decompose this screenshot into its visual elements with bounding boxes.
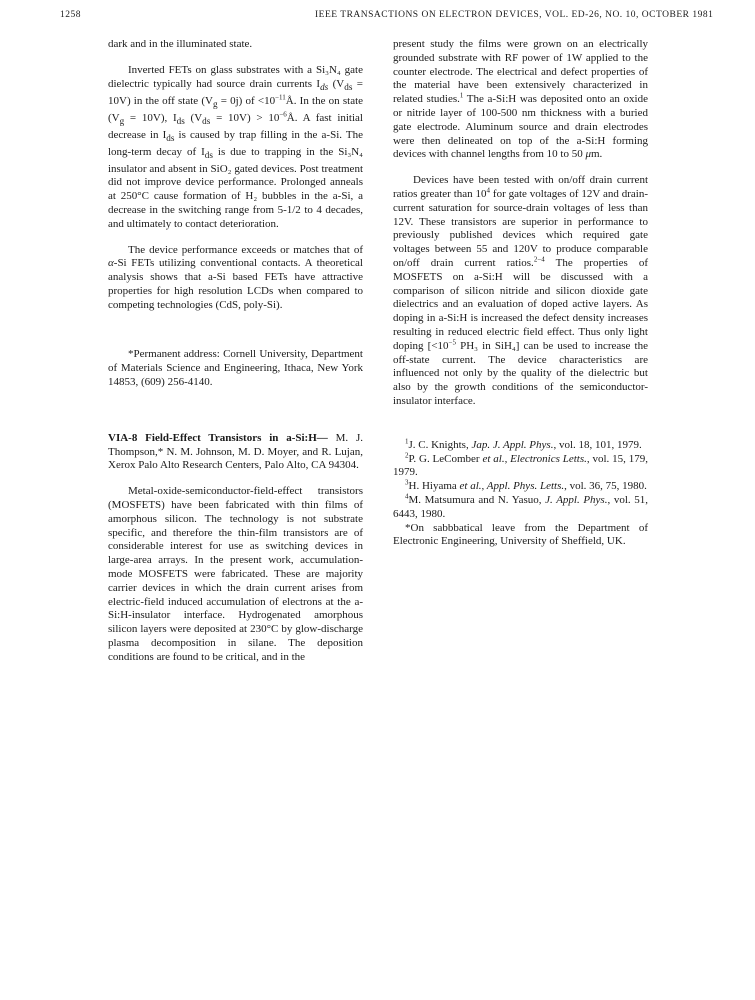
running-title: IEEE TRANSACTIONS ON ELECTRON DEVICES, VOL. ED-26, NO. 10, OCTOBER 1981 xyxy=(315,10,714,20)
footnote-3: $^3$H. Hiyama et al., Appl. Phys. Letts., vol. 36, 75, 1980. xyxy=(405,478,647,493)
paragraph-devices-tested: Devices have been tested with on/off drain current ratios greater than $10^4$ for gate voltages of 12V and drain-current saturation for source-drain voltages of less than 12V. These transistors are superior in performance to previously published devices which required gate voltages between 55 and 120V to produce comparable on/off drain current ratios.$^{2-4}$ The properties of MOSFETS on a-Si:H will be discussed with a comparison of silicon nitride and silicon dioxide gate dielectrics and an evaluation of doped active layers. As doping in a-Si:H is increased the defect density increases resulting in reduced electric field effect. Thus only light doping [$<10^{-5}$ PH₃ in SiH₄] can be used to increase the off-state current. The device characteristics are influenced not only by the quality of the dielectric but also by the growth conditions of the semiconductor-insulator interface. xyxy=(393,174,648,407)
footnote-2: $^2$P. G. LeComber et al., Electronics Letts., vol. 15, 179, 1979. xyxy=(393,450,649,479)
paragraph-mosfets: Metal-oxide-semiconductor-field-effect transistors (MOSFETS) have been fabricated with thin films of amorphous silicon. The technology is not substrate specific, and therefore the thin-film transistors are of considerable interest for use as switching devices in large-area arrays. In the present work, accumulation-mode MOSFETS were fabricated. These are majority carrier devices in which the drain current arises from electric-field induced accumulation of electrons at the a-Si:H-insulator interface. Hydrogenated amorphous silicon layers were deposited at 230°C by glow-discharge plasma decomposition in silane. The deposition conditions are found to be critical, and in the xyxy=(108,485,363,663)
left-column xyxy=(108,38,363,665)
paragraph-present-study: present study the films were grown on an electrically grounded substrate with RF power of 1W applied to the counter electrode. The electrical and defect properties of the material have been extensively characterized in related studies.$^1$ The a-Si:H was deposited onto an oxide or nitride layer of 100-500 nm thickness with a buried gate electrode. Aluminum source and drain electrodes were then delineated on top of the a-Si:H forming devices with channel lengths from 10 to 50 μm. xyxy=(393,38,648,161)
footnote-4: $^4$M. Matsumura and N. Yasuo, J. Appl. Phys., vol. 51, 6443, 1980. xyxy=(393,492,649,520)
footnote-sabbatical: *On sabbbatical leave from the Department of Electronic Engineering, University of Sheffield, UK. xyxy=(393,521,648,548)
footnotes xyxy=(393,439,648,549)
affiliation-note: *Permanent address: Cornell University, Department of Materials Science and Engineering, Ithaca, New York 14853, (609) 256-4140. xyxy=(108,348,363,389)
page-number: 1258 xyxy=(60,10,81,20)
paper-title: VIA-8 Field-Effect Transistors in a-Si:H— xyxy=(108,431,328,444)
paper-heading xyxy=(108,432,363,473)
running-header xyxy=(0,10,755,26)
right-column xyxy=(393,38,648,549)
footnote-1: $^1$J. C. Knights, Jap. J. Appl. Phys., vol. 18, 101, 1979. xyxy=(405,437,642,451)
paragraph-device-performance: The device performance exceeds or matches that of α-Si FETs utilizing conventional contacts. A theoretical analysis shows that a-Si based FETs have attractive properties for high resolution LCDs when compared to competing technologies (CdS, poly-Si). xyxy=(108,243,363,311)
paper-authors: M. J. Thompson,* N. M. Johnson, M. D. Moyer, and R. Lujan, Xerox Palo Alto Research Centers, Palo Alto, CA 94304. xyxy=(108,431,364,472)
paragraph-continuation: dark and in the illuminated state. xyxy=(108,38,253,50)
paragraph-inverted-fets: Inverted FETs on glass substrates with a Si₃N₄ gate dielectric typically had source drain currents $I_{ds}$ $(V_{ds} = 10V)$ in the off state $(V_g = 0j)$ of $<10^{-11}Å$. In the on state $(V_g = 10V)$, $I_{ds}$ $(V_{ds} = 10V)$ > $10^{-6}Å$. A fast initial decrease in $I_{ds}$ is caused by trap filling in the a-Si. The long-term decay of $I_{ds}$ is due to trapping in the Si₃N₄ insulator and absent in SiO₂ gated devices. Post treatment did not improve device performance. Prolonged anneals at 250°C cause formation of H₂ bubbles in the a-Si, a decrease in the switching range from 5-1/2 to 4 decades, and ultimately to contact deterioration. xyxy=(108,63,364,230)
